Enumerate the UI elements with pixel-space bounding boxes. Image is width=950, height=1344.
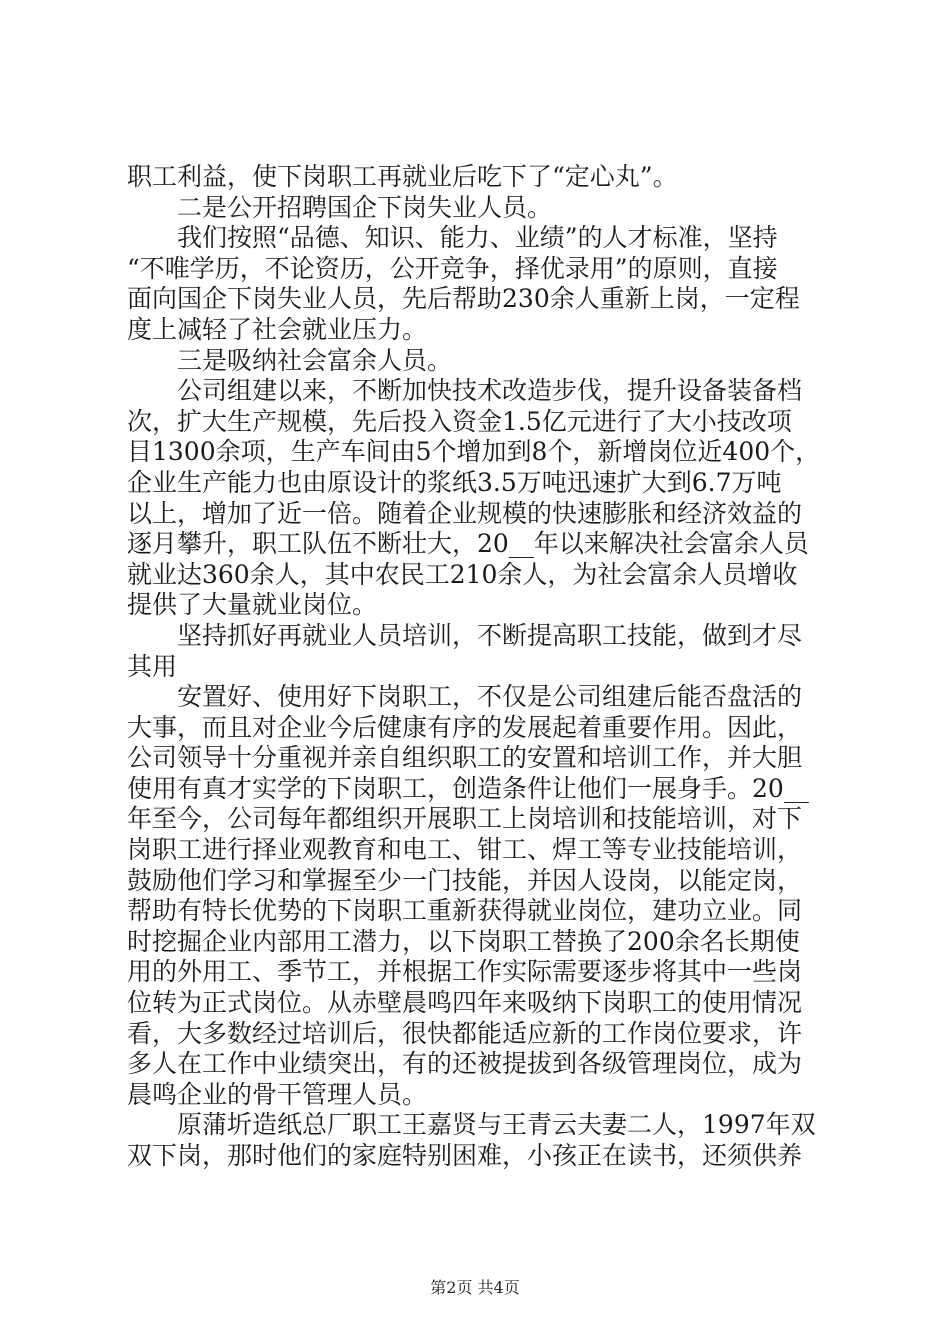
- text-line: 安置好、使用好下岗职工，不仅是公司组建后能否盘活的: [177, 682, 803, 712]
- text-line: 公司领导十分重视并亲自组织职工的安置和培训工作，并大胆: [127, 743, 803, 773]
- text-line: 多人在工作中业绩突出，有的还被提拔到各级管理岗位，成为: [127, 1049, 803, 1079]
- text-line: 次，扩大生产规模，先后投入资金1.5亿元进行了大小技改项: [127, 406, 792, 436]
- text-line: 逐月攀升，职工队伍不断壮大，20__年以来解决社会富余人员: [127, 529, 809, 559]
- text-line: 度上减轻了社会就业压力。: [127, 314, 428, 344]
- text-line: 用的外用工、季节工，并根据工作实际需要逐步将其中一些岗: [127, 957, 803, 987]
- text-line: 晨鸣企业的骨干管理人员。: [127, 1079, 428, 1109]
- text-line: 目1300余项，生产车间由5个增加到8个，新增岗位近400个，: [127, 437, 821, 467]
- text-line: 面向国企下岗失业人员，先后帮助230余人重新上岗，一定程: [127, 284, 800, 314]
- text-line: 年至今，公司每年都组织开展职工上岗培训和技能培训，对下: [127, 804, 803, 834]
- text-line: 以上，增加了近一倍。随着企业规模的快速膨胀和经济效益的: [127, 498, 803, 528]
- text-line: 大事，而且对企业今后健康有序的发展起着重要作用。因此，: [127, 712, 803, 742]
- text-line: 使用有真才实学的下岗职工，创造条件让他们一展身手。20__: [127, 773, 809, 803]
- text-line: 鼓励他们学习和掌握至少一门技能，并因人设岗，以能定岗，: [127, 865, 803, 895]
- text-line: 二是公开招聘国企下岗失业人员。: [177, 192, 553, 222]
- text-line: 公司组建以来，不断加快技术改造步伐，提升设备装备档: [177, 376, 803, 406]
- text-line: 帮助有特长优势的下岗职工重新获得就业岗位，建功立业。同: [127, 896, 803, 926]
- text-line: 我们按照“品德、知识、能力、业绩”的人才标准，坚持: [177, 223, 778, 253]
- text-line: 三是吸纳社会富余人员。: [177, 345, 453, 375]
- text-line: 看，大多数经过培训后，很快都能适应新的工作岗位要求，许: [127, 1018, 803, 1048]
- body-text: [127, 162, 839, 1172]
- text-line: 提供了大量就业岗位。: [127, 590, 378, 620]
- text-line: 双下岗，那时他们的家庭特别困难，小孩正在读书，还须供养: [127, 1141, 803, 1170]
- page-footer: 第2页 共4页: [430, 1278, 520, 1297]
- text-line: 职工利益，使下岗职工再就业后吃下了“定心丸”。: [127, 162, 678, 191]
- text-line: 就业达360余人，其中农民工210余人，为社会富余人员增收: [127, 559, 798, 589]
- text-line: 原蒲圻造纸总厂职工王嘉贤与王青云夫妻二人，1997年双: [177, 1110, 816, 1140]
- text-line: 企业生产能力也由原设计的浆纸3.5万吨迅速扩大到6.7万吨: [127, 467, 782, 497]
- text-line: 位转为正式岗位。从赤壁晨鸣四年来吸纳下岗职工的使用情况: [127, 988, 803, 1018]
- text-line: 时挖掘企业内部用工潜力，以下岗职工替换了200余名长期使: [127, 926, 800, 956]
- text-line: 其用: [127, 651, 178, 681]
- text-line: 岗职工进行择业观教育和电工、钳工、焊工等专业技能培训，: [127, 835, 803, 865]
- text-line: “不唯学历，不论资历，公开竞争，择优录用”的原则，直接: [127, 253, 778, 283]
- text-line: 坚持抓好再就业人员培训，不断提高职工技能，做到才尽: [177, 620, 803, 650]
